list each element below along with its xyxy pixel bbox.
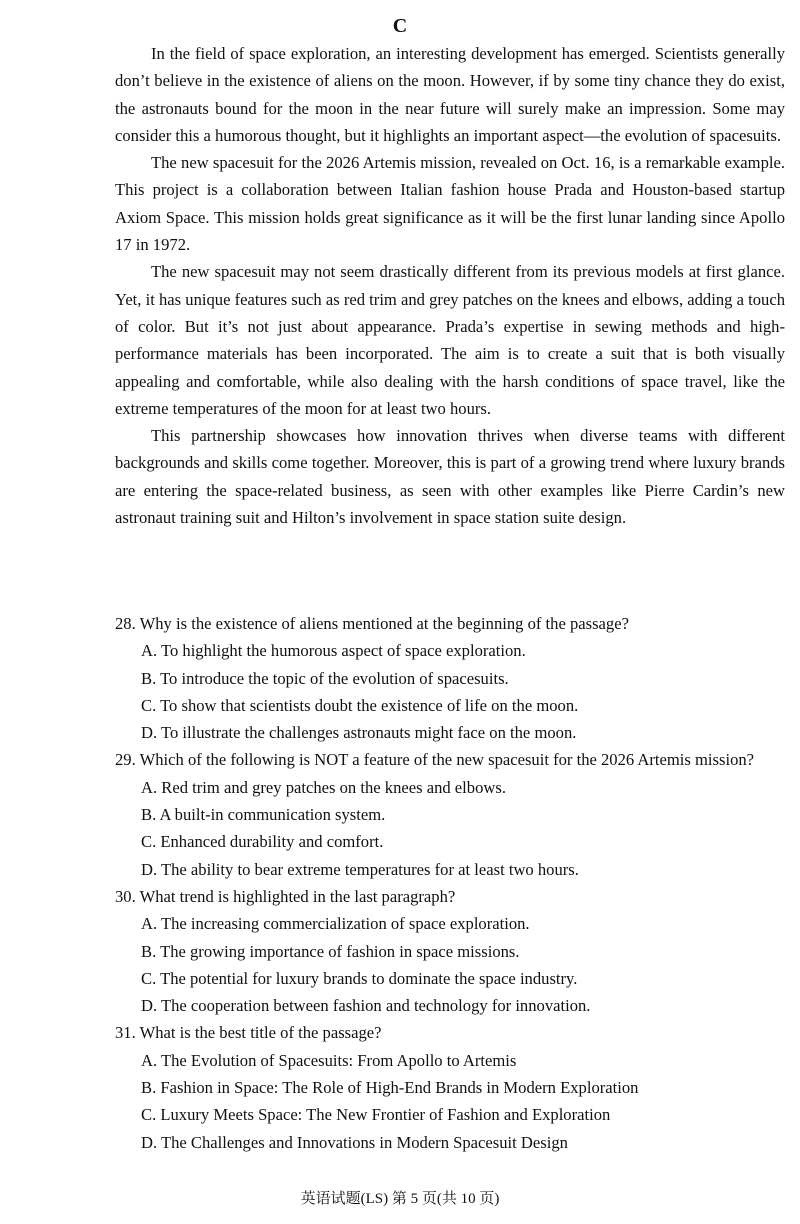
passage-paragraph-3: The new spacesuit may not seem drastically different from its previous models at first glance. Yet, it has unique features such as red trim and grey patches on the knees and elbows, adding a touch of color. But it’s not just about appearance. Prada’s expertise in sewing methods and high-performance materials has been incorporated. The aim is to create a suit that is both visually appealing and comfortable, while also dealing with the harsh conditions of space travel, like the extreme temperatures of the moon for at least two hours. (115, 262, 785, 418)
question-stem: 28. Why is the existence of aliens mentioned at the beginning of the passage? (115, 614, 629, 633)
passage-paragraph-2: The new spacesuit for the 2026 Artemis mission, revealed on Oct. 16, is a remarkable example. This project is a collaboration between Italian fashion house Prada and Houston-based startup Axiom Space. This mission holds great significance as it will be the first lunar landing since Apollo 17 in 1972. (115, 153, 785, 255)
question-30 (115, 883, 790, 1019)
option-b: B. To introduce the topic of the evolution of spacesuits. (141, 668, 509, 688)
option-a: A. The increasing commercialization of space exploration. (141, 914, 530, 934)
section-heading: C (392, 15, 408, 37)
option-d: D. The Challenges and Innovations in Modern Spacesuit Design (141, 1132, 568, 1152)
question-stem: 29. Which of the following is NOT a feature of the new spacesuit for the 2026 Artemis mission? (115, 750, 755, 770)
option-c: C. Luxury Meets Space: The New Frontier of Fashion and Exploration (141, 1105, 611, 1125)
option-d: D. To illustrate the challenges astronauts might face on the moon. (141, 723, 577, 743)
option-c: C. The potential for luxury brands to dominate the space industry. (141, 968, 578, 988)
option-a: A. Red trim and grey patches on the knees and elbows. (141, 777, 506, 797)
option-d: D. The ability to bear extreme temperatures for at least two hours. (141, 859, 579, 879)
question-stem: 30. What trend is highlighted in the last paragraph? (115, 886, 456, 906)
option-a: A. To highlight the humorous aspect of space exploration. (141, 641, 526, 661)
reading-passage (115, 40, 785, 531)
question-stem: 31. What is the best title of the passage? (115, 1023, 382, 1043)
question-28 (115, 610, 790, 746)
passage-paragraph-1: In the field of space exploration, an interesting development has emerged. Scientists generally don’t believe in the existence of aliens on the moon. However, if by some tiny chance they do exist, the astronauts bound for the moon in the near future will surely make an impression. Some may consider this a humorous thought, but it highlights an important aspect—the evolution of spacesuits. (115, 44, 785, 145)
option-a: A. The Evolution of Spacesuits: From Apollo to Artemis (141, 1050, 517, 1070)
option-c: C. To show that scientists doubt the existence of life on the moon. (141, 695, 579, 715)
question-29 (115, 746, 790, 882)
question-list (115, 610, 790, 1156)
option-b: B. Fashion in Space: The Role of High-End Brands in Modern Exploration (141, 1078, 639, 1098)
option-b: B. A built-in communication system. (141, 805, 386, 825)
question-31 (115, 1019, 790, 1155)
option-d: D. The cooperation between fashion and technology for innovation. (141, 996, 591, 1016)
page-footer: 英语试题(LS) 第 5 页(共 10 页) (300, 1191, 500, 1207)
option-b: B. The growing importance of fashion in space missions. (141, 941, 520, 961)
passage-paragraph-4: This partnership showcases how innovation thrives when diverse teams with different backgrounds and skills come together. Moreover, this is part of a growing trend where luxury brands are entering the space-related business, as seen with other examples like Pierre Cardin’s new astronaut training suit and Hilton’s involvement in space station suite design. (115, 426, 785, 528)
option-c: C. Enhanced durability and comfort. (141, 832, 384, 852)
